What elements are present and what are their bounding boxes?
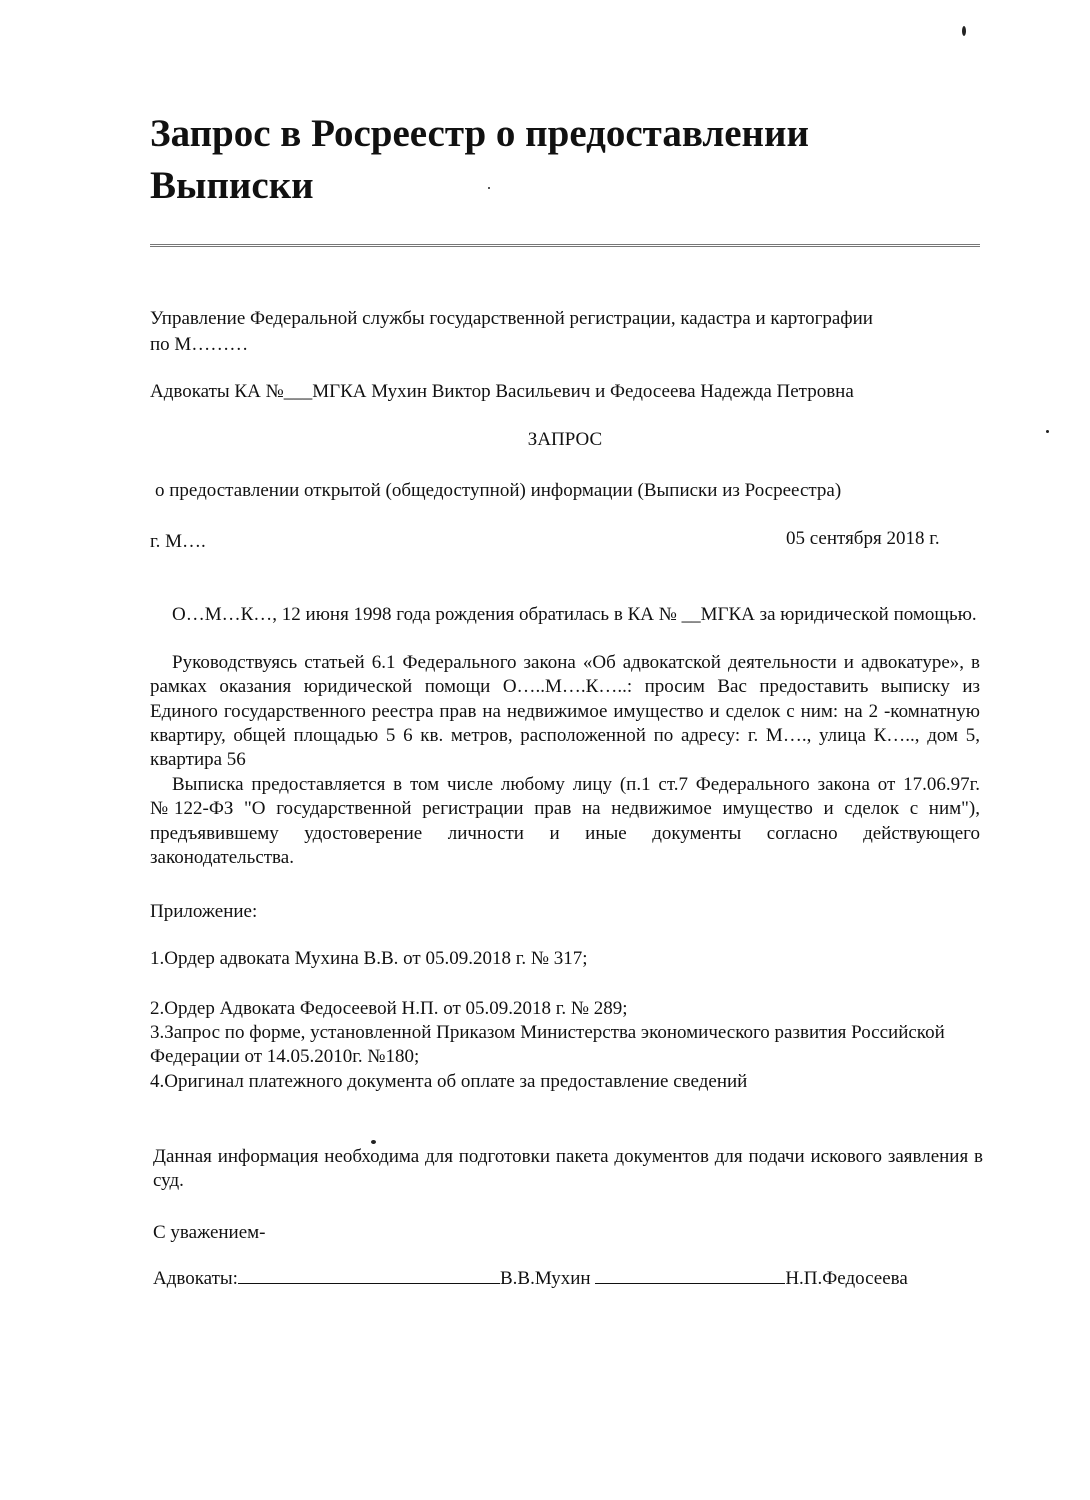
document-title: Запрос в Росреестр о предоставлении Выписки	[150, 112, 809, 207]
signature-row	[153, 1267, 908, 1291]
body-paragraph-1: О…М…К…, 12 июня 1998 года рождения обратилась в КА № __МГКА за юридической помощью.	[172, 604, 977, 625]
request-subject: о предоставлении открытой (общедоступной) информации (Выписки из Росреестра)	[155, 480, 842, 501]
signature-line-2	[595, 1267, 785, 1284]
scan-speck	[488, 187, 490, 189]
attachment-item: 4.Оригинал платежного документа об оплате за предоставление сведений	[150, 1071, 748, 1092]
signature-label: Адвокаты:	[153, 1268, 238, 1289]
attachments-heading: Приложение:	[150, 901, 258, 922]
place: г. М….	[150, 531, 206, 552]
sender-line: Адвокаты КА №___МГКА Мухин Виктор Васильевич и Федосеева Надежда Петровна	[150, 381, 854, 402]
scan-speck	[962, 26, 966, 36]
scan-speck	[371, 1140, 376, 1144]
signature-name-1: В.В.Мухин	[499, 1268, 591, 1289]
addressee-line-1: Управление Федеральной службы государственной регистрации, кадастра и картографии	[150, 308, 873, 329]
date: 05 сентября 2018 г.	[786, 528, 940, 549]
signature-line-1	[238, 1267, 500, 1284]
attachment-item: 1.Ордер адвоката Мухина В.В. от 05.09.2018 г. № 317;	[150, 948, 588, 969]
body-paragraph-3: Выписка предоставляется в том числе любому лицу (п.1 ст.7 Федерального закона от 17.06.97г. №122-ФЗ "О государственной регистрации прав на недвижимое имущество и сделок с ним"), предъявившему удостоверение личности и иные документы согласно действующего законодательства.	[150, 774, 980, 868]
document-type: ЗАПРОС	[527, 429, 603, 450]
body-paragraph-2: Руководствуясь статьей 6.1 Федерального закона «Об адвокатской деятельности и адвокатуре», в рамках оказания юридической помощи О…..М….К…..: просим Вас предоставить выписку из Единого государственного реестра прав на недвижимое имущество и сделок с ним: на 2 -комнатную квартиру, общей площадью 5 6 кв. метров, расположенной по адресу: г. М…., улица К….., дом 5, квартира 56	[150, 652, 980, 771]
signature-name-2: Н.П.Федосеева	[785, 1268, 908, 1289]
attachment-item: 2.Ордер Адвоката Федосеевой Н.П. от 05.09.2018 г. № 289;	[150, 998, 628, 1019]
addressee-line-2: по М………	[150, 334, 249, 355]
closing: С уважением-	[153, 1222, 266, 1243]
purpose-statement: Данная информация необходима для подготовки пакета документов для подачи искового заявления в суд.	[153, 1146, 983, 1192]
attachment-item: 3.Запрос по форме, установленной Приказом Министерства экономического развития Российской Федерации от 14.05.2010г. №180;	[150, 1022, 945, 1068]
title-divider	[150, 244, 980, 247]
scan-speck	[1046, 430, 1049, 433]
